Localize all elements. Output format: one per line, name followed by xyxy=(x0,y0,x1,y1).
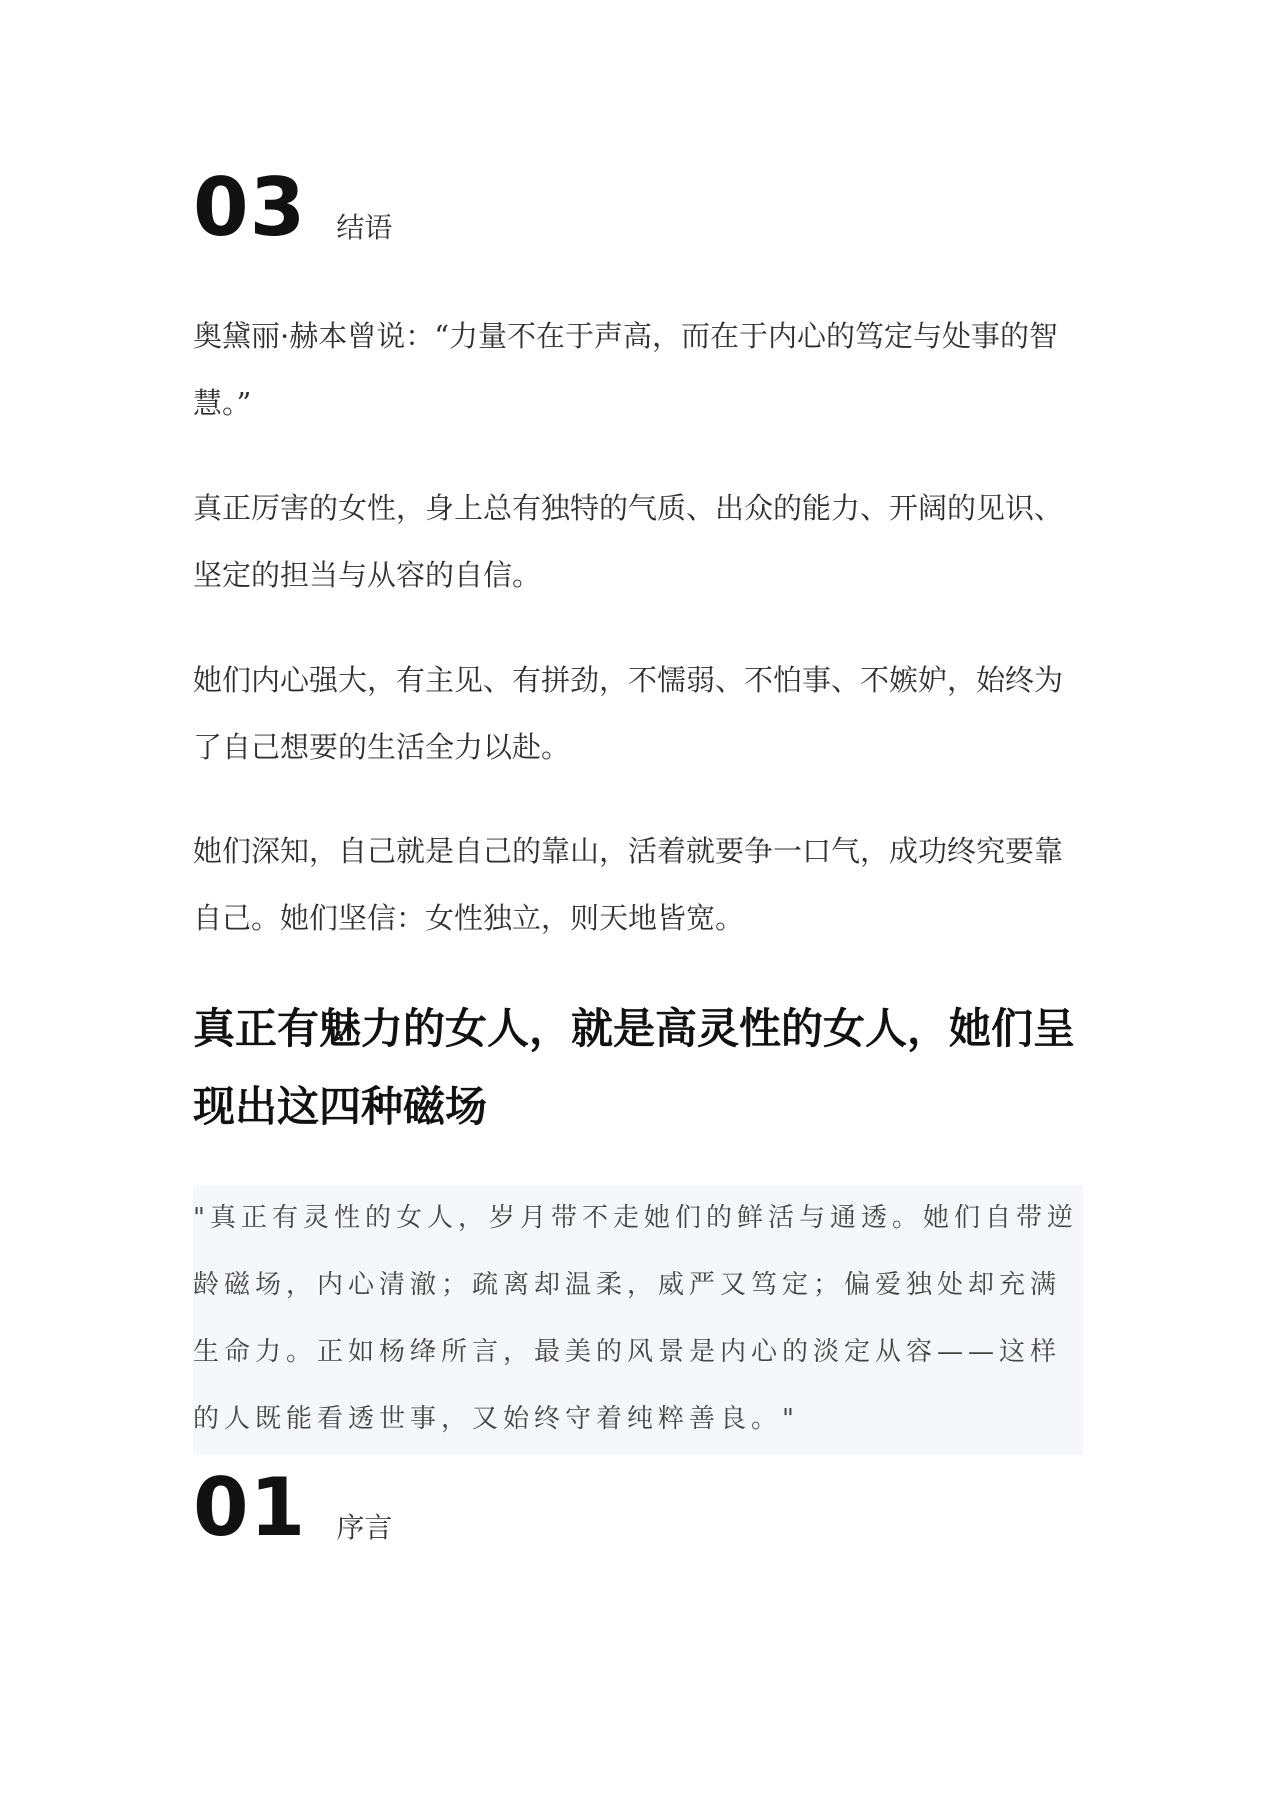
paragraph-independence: 她们深知，自己就是自己的靠山，活着就要争一口气，成功终究要靠自己。她们坚信：女性独立，则天地皆宽。 xyxy=(193,834,1064,935)
section-heading-01 xyxy=(193,1461,393,1554)
section-label: 序言 xyxy=(336,1511,393,1544)
section-number: 01 xyxy=(193,1461,307,1554)
section-label: 结语 xyxy=(336,211,393,244)
paragraph-audrey-quote: 奥黛丽·赫本曾说：“力量不在于声高，而在于内心的笃定与处事的智慧。” xyxy=(193,319,1059,420)
article-title: 真正有魅力的女人，就是高灵性的女人，她们呈现出这四种磁场 xyxy=(193,1004,1076,1131)
paragraph-strong-women: 真正厉害的女性，身上总有独特的气质、出众的能力、开阔的见识、坚定的担当与从容的自信。 xyxy=(193,491,1064,592)
section-number: 03 xyxy=(193,161,307,254)
paragraph-inner-strength: 她们内心强大，有主见、有拼劲，不懦弱、不怕事、不嫉妒，始终为了自己想要的生活全力以赴。 xyxy=(193,663,1064,764)
quote-block xyxy=(193,1185,1083,1455)
quote-text: "真正有灵性的女人，岁月带不走她们的鲜活与通透。她们自带逆龄磁场，内心清澈；疏离却温柔，威严又笃定；偏爱独处却充满生命力。正如杨绛所言，最美的风景是内心的淡定从容——这样的人既能看透世事，又始终守着纯粹善良。" xyxy=(193,1203,1078,1434)
section-heading-03 xyxy=(193,161,393,254)
